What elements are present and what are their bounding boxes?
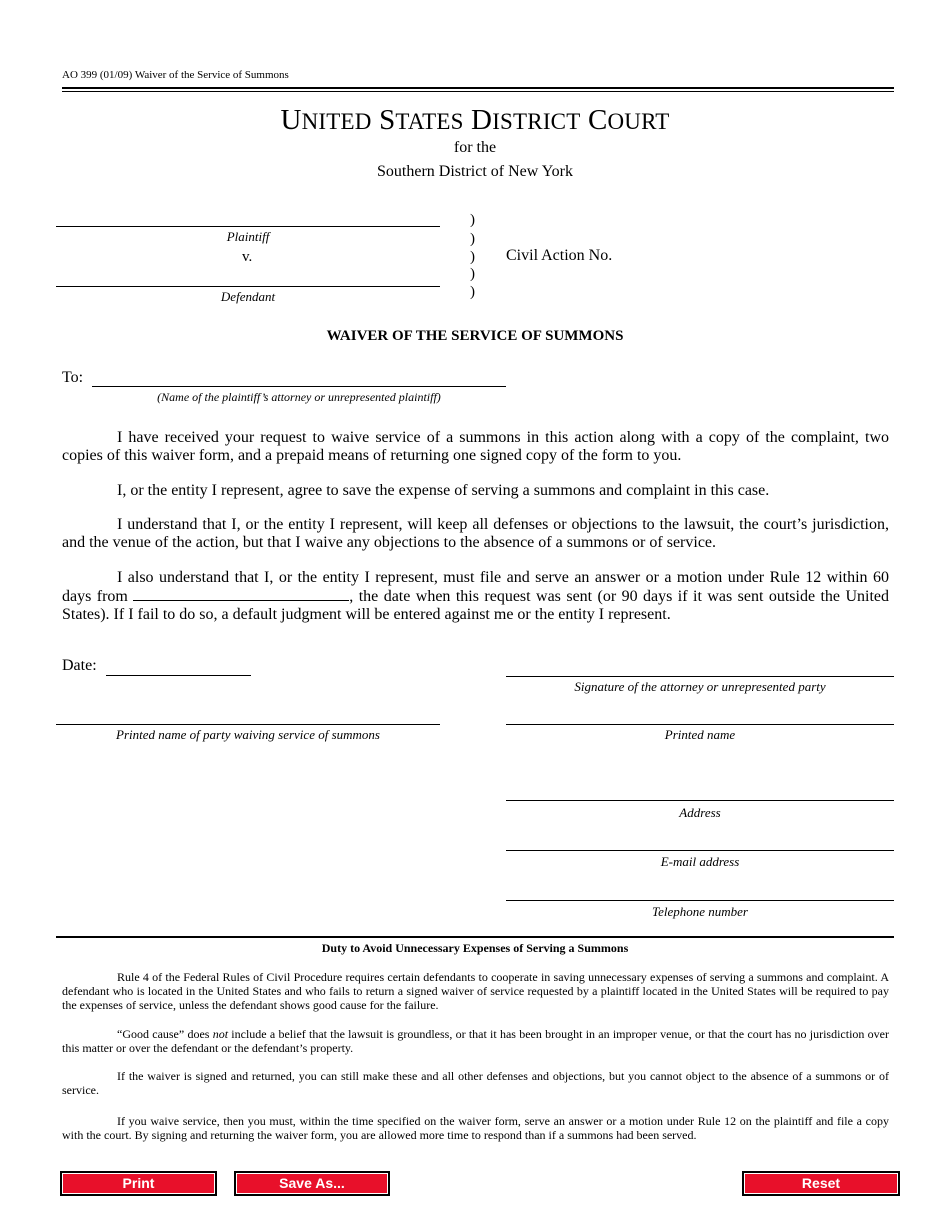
- court-title-word-1: UNITED: [280, 104, 372, 136]
- caption-paren: ): [470, 212, 475, 228]
- civil-action-field[interactable]: [626, 247, 886, 265]
- for-the-text: for the: [453, 139, 497, 156]
- to-label: To:: [62, 369, 84, 386]
- defendant-field[interactable]: [56, 271, 440, 287]
- printed-name-label: Printed name: [664, 727, 736, 742]
- waiver-paragraph-1: [62, 429, 889, 465]
- to-caption: (Name of the plaintiff’s attorney or unrepresented plaintiff): [157, 390, 441, 404]
- printed-party-name-label: Printed name of party waiving service of summons: [116, 727, 380, 742]
- request-sent-date-field[interactable]: [133, 587, 349, 601]
- telephone-label: Telephone number: [652, 904, 748, 919]
- waiver-paragraph-4: [62, 569, 889, 624]
- plaintiff-field[interactable]: [56, 211, 440, 227]
- court-title: [0, 104, 950, 137]
- duty-paragraph-2-emphasis: not: [212, 1027, 229, 1041]
- address-field[interactable]: [506, 785, 894, 801]
- signature-label: Signature of the attorney or unrepresented party: [574, 679, 826, 694]
- date-field[interactable]: [106, 660, 251, 676]
- caption-paren: ): [470, 249, 475, 265]
- duty-paragraph-2-text-a: “Good cause” does: [117, 1027, 213, 1041]
- waiver-paragraph-3: [62, 516, 889, 552]
- header-divider: [62, 87, 894, 92]
- address-label: Address: [679, 805, 721, 820]
- duty-paragraph-3: [62, 1069, 889, 1097]
- court-title-word-4: COURT: [587, 104, 670, 136]
- waiver-paragraph-2: [62, 482, 889, 500]
- duty-title: Duty to Avoid Unnecessary Expenses of Serving a Summons: [321, 941, 629, 955]
- signature-field[interactable]: [506, 661, 894, 677]
- print-button[interactable]: Print: [60, 1171, 217, 1196]
- caption-paren: ): [470, 231, 475, 247]
- court-title-word-3: DISTRICT: [471, 104, 581, 136]
- caption-paren: ): [470, 284, 475, 300]
- printed-party-name-field[interactable]: [56, 709, 440, 725]
- waiver-paragraph-4-text-b: , the date when this request was sent (or 90 days if it was sent outside the United States). If I fail to do so, a default judgment will be entered against me or the entity I represent.: [62, 588, 889, 623]
- versus-text: v.: [242, 249, 253, 265]
- duty-paragraph-3-text: If the waiver is signed and returned, you can still make these and all other defenses and objections, but you cannot object to the absence of a summons or of service.: [62, 1069, 889, 1097]
- duty-paragraph-2: [62, 1027, 889, 1055]
- court-title-word-2: STATES: [379, 104, 464, 136]
- date-label: Date:: [62, 657, 97, 674]
- defendant-label: Defendant: [220, 289, 276, 304]
- duty-divider: [56, 936, 894, 938]
- email-label: E-mail address: [660, 854, 740, 869]
- duty-paragraph-1-text: Rule 4 of the Federal Rules of Civil Procedure requires certain defendants to cooperate in saving unnecessary expenses of serving a summons and complaint. A defendant who is located in the United States and who fails to return a signed waiver of service requested by a plaintiff located in the United States will be required to pay the expenses of service, unless the defendant shows good cause for the failure.: [62, 970, 889, 1012]
- caption-paren: ): [470, 266, 475, 282]
- duty-paragraph-4: [62, 1114, 889, 1142]
- waiver-paragraph-2-text: I, or the entity I represent, agree to save the expense of serving a summons and complaint in this case.: [117, 482, 770, 499]
- waiver-paragraph-1-text: I have received your request to waive service of a summons in this action along with a copy of the complaint, two copies of this waiver form, and a prepaid means of returning one signed copy of the form to you.: [62, 429, 889, 464]
- to-field[interactable]: [92, 371, 506, 387]
- waiver-paragraph-3-text: I understand that I, or the entity I represent, will keep all defenses or objections to the lawsuit, the court’s jurisdiction, and the venue of the action, but that I waive any objections to the absence of a summons or of service.: [62, 516, 889, 551]
- duty-paragraph-2-text-b: include a belief that the lawsuit is groundless, or that it has been brought in an improper venue, or that the court has no jurisdiction over this matter or over the defendant or the defendant’s property.: [62, 1027, 889, 1055]
- civil-action-label: Civil Action No.: [506, 247, 613, 264]
- district-name: Southern District of New York: [377, 163, 573, 180]
- reset-button[interactable]: Reset: [742, 1171, 900, 1196]
- telephone-field[interactable]: [506, 885, 894, 901]
- duty-paragraph-1: [62, 970, 889, 1012]
- printed-name-field[interactable]: [506, 709, 894, 725]
- form-identifier: AO 399 (01/09) Waiver of the Service of Summons: [62, 69, 289, 81]
- duty-paragraph-4-text: If you waive service, then you must, within the time specified on the waiver form, serve an answer or a motion under Rule 12 on the plaintiff and file a copy with the court. By signing and returning the waiver form, you are allowed more time to respond than if a summons had been served.: [62, 1114, 889, 1142]
- plaintiff-label: Plaintiff: [226, 229, 270, 244]
- form-title: WAIVER OF THE SERVICE OF SUMMONS: [326, 328, 624, 344]
- save-as-button[interactable]: Save As...: [234, 1171, 390, 1196]
- email-field[interactable]: [506, 835, 894, 851]
- waiver-paragraph-4-text-a: I also understand that I, or the entity I represent, must file and serve an answer or a motion under Rule 12 within 60 days from: [62, 569, 889, 605]
